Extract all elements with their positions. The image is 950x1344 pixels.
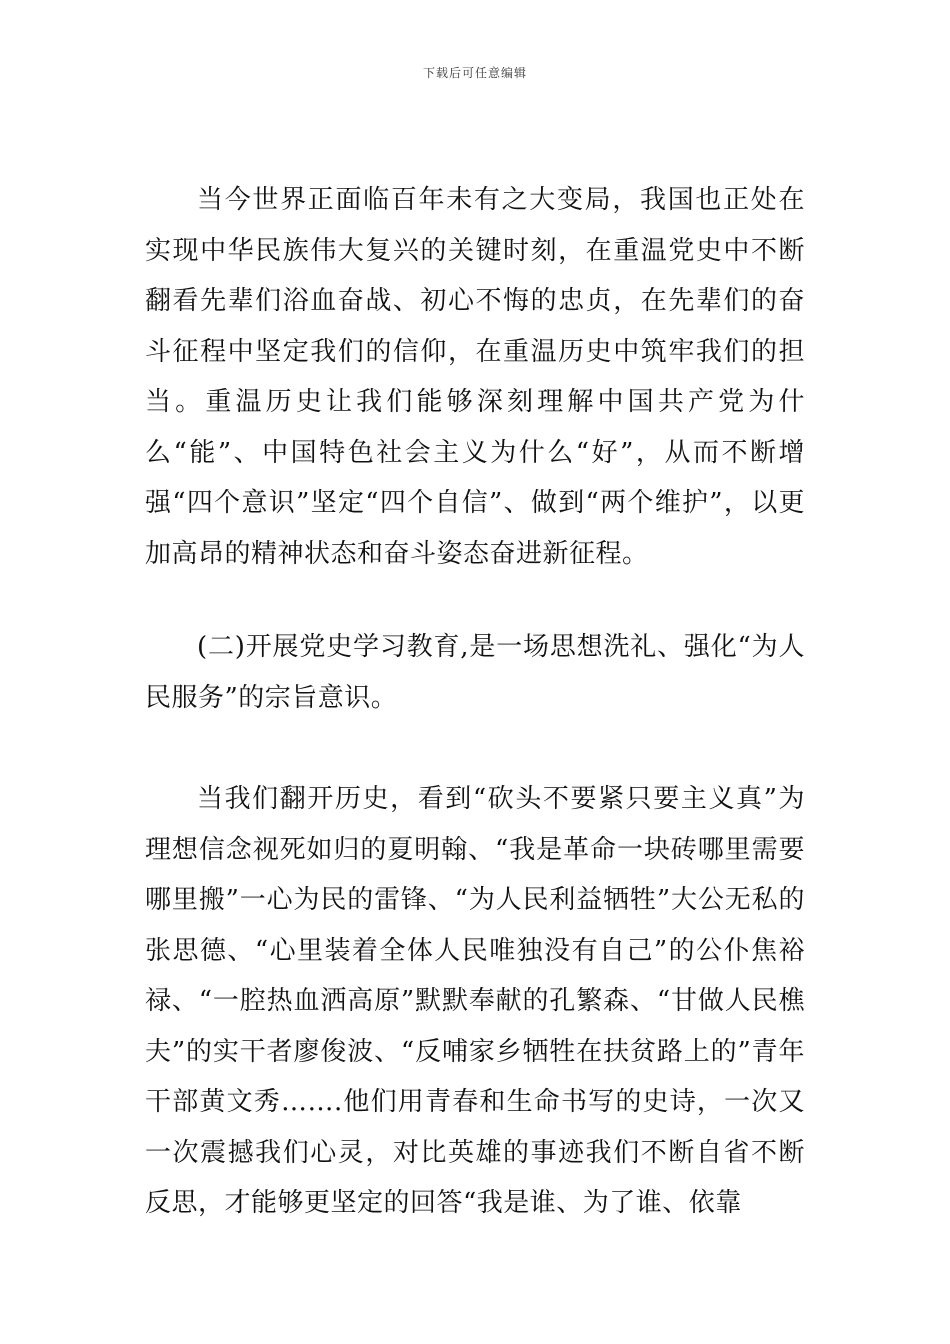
paragraph-3 (145, 774, 805, 1229)
paragraph-1 (145, 175, 805, 579)
page-header: 下载后可任意编辑 (422, 66, 527, 80)
paragraph-text: 当我们翻开历史，看到“砍头不要紧只要主义真”为理想信念视死如归的夏明翰、“我是革命一块砖哪里需要哪里搬”一心为民的雷锋、“为人民利益牺牲”大公无私的张思德、“心里装着全体人民唯独没有自己”的公仆焦裕禄、“一腔热血洒高原”默默奉献的孔繁森、“甘做人民樵夫”的实干者廖俊波、“反哺家乡牺牲在扶贫路上的”青年干部黄文秀…….他们用青春和生命书写的史诗，一次又一次震撼我们心灵，对比英雄的事迹我们不断自省不断反思，才能够更坚定的回答“我是谁、为了谁、依靠 (145, 784, 805, 1218)
paragraph-text: 当今世界正面临百年未有之大变局，我国也正处在实现中华民族伟大复兴的关键时刻，在重温党史中不断翻看先辈们浴血奋战、初心不悔的忠贞，在先辈们的奋斗征程中坚定我们的信仰，在重温历史中筑牢我们的担当。重温历史让我们能够深刻理解中国共产党为什么“能”、中国特色社会主义为什么“好”，从而不断增强“四个意识”坚定“四个自信”、做到“两个维护”，以更加高昂的精神状态和奋斗姿态奋进新征程。 (145, 185, 805, 569)
paragraph-text: (二)开展党史学习教育,是一场思想洗礼、强化“为人民服务”的宗旨意识。 (145, 632, 805, 713)
paragraph-2-section-heading (145, 622, 805, 723)
